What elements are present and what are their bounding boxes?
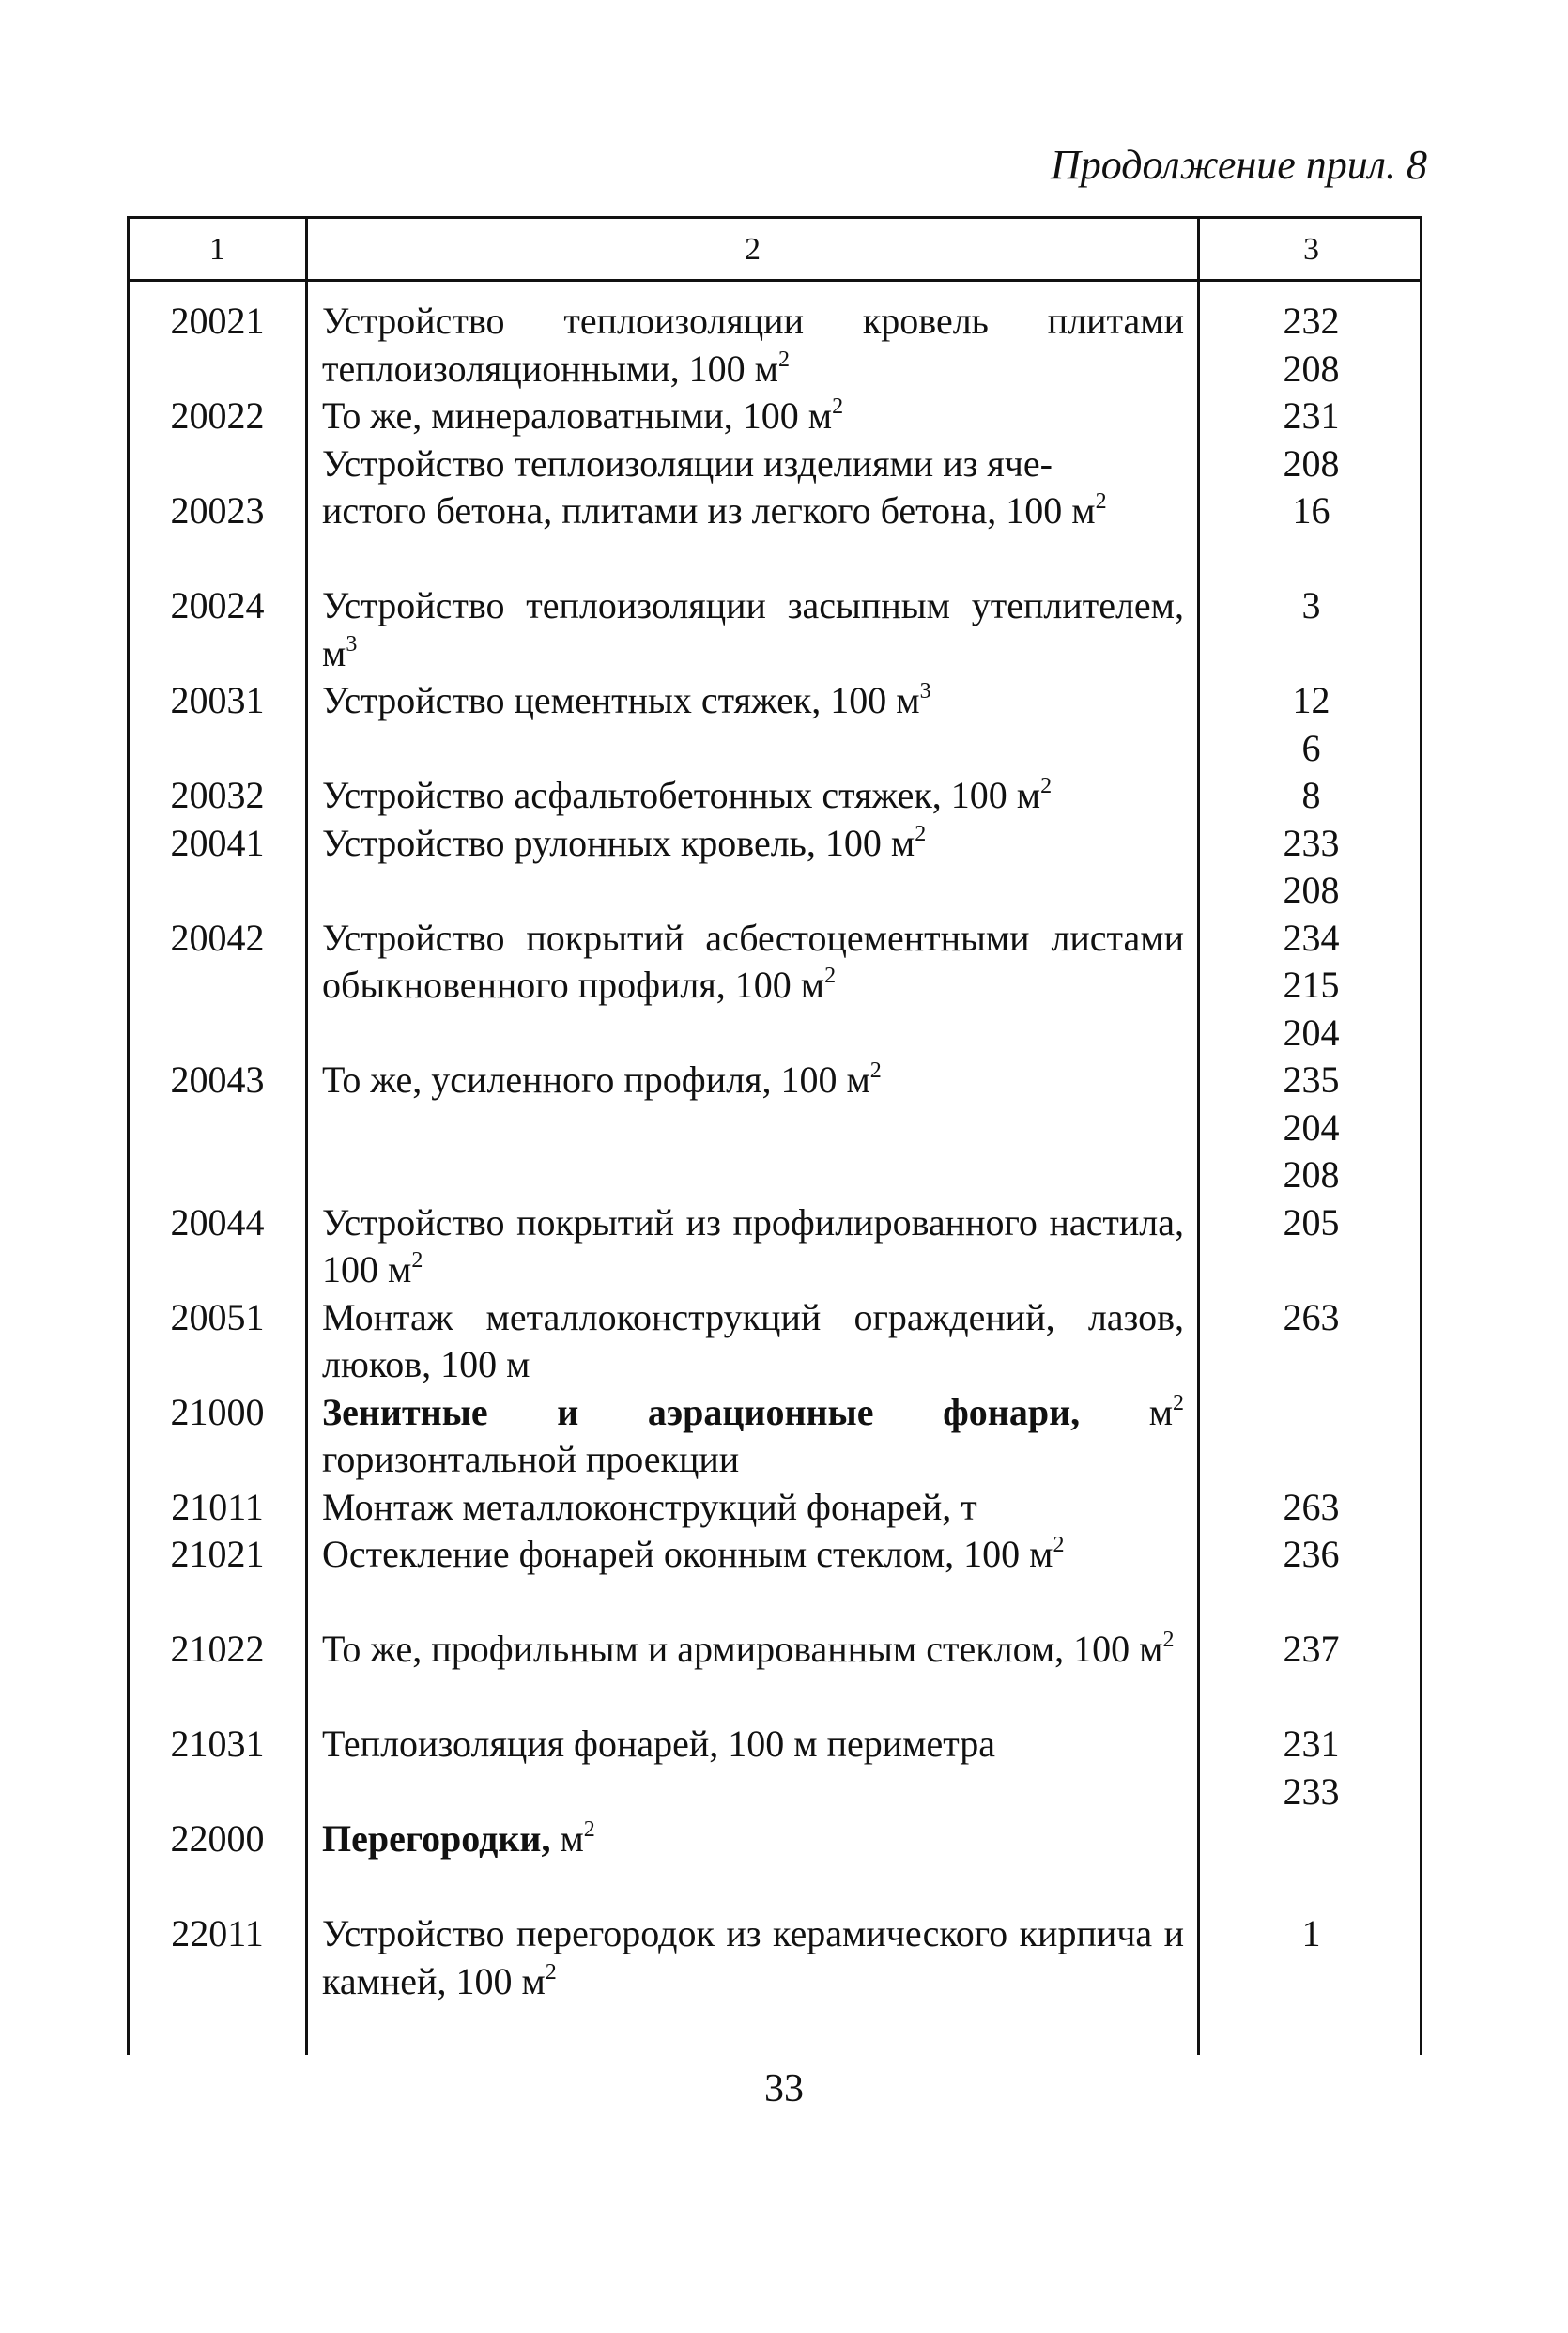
row-references	[1200, 1531, 1422, 1579]
row-references	[1200, 393, 1422, 440]
column-header-2: 2	[745, 232, 761, 267]
row-description	[322, 298, 1184, 393]
row-code: 21011	[171, 1485, 264, 1528]
row-references	[1200, 677, 1422, 772]
table-row	[130, 1199, 1420, 1294]
reference-number: 231	[1283, 1723, 1340, 1765]
reference-number: 208	[1283, 1153, 1340, 1196]
row-description	[322, 772, 1184, 820]
unit-exponent: 2	[832, 394, 844, 419]
table-row	[130, 1815, 1420, 1910]
row-description	[322, 1199, 1184, 1294]
description-text: То же, усиленного профиля, 100 м	[322, 1058, 870, 1101]
description-text: Устройство рулонных кровель, 100 м	[322, 821, 915, 864]
description-text: горизонтальной проекции	[322, 1438, 740, 1480]
table-row	[130, 487, 1420, 582]
row-code: 20024	[170, 584, 265, 626]
description-text: Монтаж металлоконструкций фонарей, т	[322, 1485, 977, 1528]
unit-exponent: 2	[915, 821, 927, 846]
row-description	[322, 820, 1184, 868]
table-row	[130, 1484, 1420, 1532]
row-code: 20031	[170, 679, 265, 721]
table-row	[130, 298, 1420, 393]
reference-number: 208	[1283, 347, 1340, 390]
row-code: 20043	[170, 1058, 265, 1101]
table-row	[130, 1057, 1420, 1199]
table-row	[130, 772, 1420, 820]
row-code: 20041	[170, 821, 265, 864]
reference-number: 232	[1283, 300, 1340, 342]
unit-exponent: 2	[1173, 1390, 1185, 1415]
row-references	[1200, 1910, 1422, 1958]
row-references	[1200, 487, 1422, 535]
table-header	[130, 219, 1420, 282]
row-references	[1200, 915, 1422, 1058]
unit-exponent: 2	[869, 1058, 882, 1083]
description-text: Устройство теплоизоляции кровель плитами теплоизоляционными, 100 м	[322, 300, 1184, 390]
row-code: 21021	[170, 1533, 265, 1575]
table-row	[130, 440, 1420, 488]
row-code: 20032	[170, 774, 265, 816]
section-title: Зенитные и аэрационные фонари,	[322, 1390, 1081, 1433]
unit-exponent: 3	[919, 679, 931, 703]
unit-exponent: 2	[777, 347, 790, 372]
row-references	[1200, 440, 1422, 488]
unit-exponent: 2	[583, 1817, 595, 1842]
table-row	[130, 393, 1420, 440]
table-row	[130, 582, 1420, 677]
continuation-header: Продолжение прил. 8	[1051, 142, 1427, 188]
reference-number: 8	[1301, 774, 1321, 816]
row-description	[322, 1626, 1184, 1674]
row-description	[322, 1057, 1184, 1105]
row-code: 20042	[170, 916, 265, 959]
row-description	[322, 1531, 1184, 1579]
table-row	[130, 1626, 1420, 1721]
row-description	[322, 1484, 1184, 1532]
description-text: Устройство покрытий из профилированного настила, 100 м	[322, 1200, 1184, 1290]
reference-number: 16	[1292, 489, 1330, 532]
table-row	[130, 1910, 1420, 2005]
unit-exponent: 2	[824, 964, 837, 988]
row-code: 20021	[170, 300, 265, 342]
row-description	[322, 1389, 1184, 1484]
row-code: 21031	[170, 1723, 265, 1765]
description-text: Устройство теплоизоляции изделиями из яче-	[322, 441, 1053, 485]
page-number: 33	[764, 2067, 804, 2110]
description-text: То же, профильным и армированным стеклом, 100 м	[322, 1628, 1163, 1670]
reference-number: 204	[1283, 1011, 1340, 1054]
row-description	[322, 915, 1184, 1010]
row-references	[1200, 298, 1422, 393]
row-references	[1200, 1721, 1422, 1815]
description-text: м	[550, 1817, 584, 1860]
row-description	[322, 1815, 1184, 1863]
row-description	[322, 440, 1184, 488]
description-text: Устройство асфальтобетонных стяжек, 100 м	[322, 774, 1041, 816]
reference-number: 208	[1283, 869, 1340, 911]
row-code: 21000	[170, 1390, 265, 1433]
reference-number: 233	[1283, 821, 1340, 864]
reference-number: 208	[1283, 441, 1340, 485]
description-text: Устройство покрытий асбестоцементными листами обыкновенного профиля, 100 м	[322, 916, 1184, 1006]
reference-number: 204	[1283, 1105, 1340, 1149]
section-title: Перегородки,	[322, 1817, 551, 1860]
row-references	[1200, 1294, 1422, 1342]
table-row	[130, 1294, 1420, 1389]
column-header-3: 3	[1303, 232, 1319, 267]
row-code: 21022	[170, 1628, 265, 1670]
row-code: 20022	[170, 394, 265, 437]
description-text: истого бетона, плитами из легкого бетона, 100 м	[322, 489, 1096, 532]
reference-number: 236	[1283, 1533, 1340, 1575]
unit-exponent: 2	[1095, 489, 1107, 514]
table-body	[130, 298, 1420, 2005]
unit-exponent: 2	[411, 1248, 423, 1273]
description-text: Устройство перегородок из керамического кирпича и камней, 100 м	[322, 1912, 1184, 2002]
row-code: 22000	[170, 1817, 265, 1860]
reference-number: 235	[1283, 1058, 1340, 1101]
reference-number: 3	[1301, 584, 1321, 626]
description-text: Теплоизоляция фонарей, 100 м периметра	[322, 1723, 995, 1765]
table-row	[130, 1389, 1420, 1484]
row-references	[1200, 1484, 1422, 1532]
row-code: 20051	[170, 1295, 265, 1338]
reference-number: 6	[1301, 726, 1321, 769]
row-references	[1200, 1057, 1422, 1199]
row-code: 20023	[170, 489, 265, 532]
table-row	[130, 1531, 1420, 1626]
column-header-1: 1	[209, 232, 225, 267]
reference-number: 231	[1283, 394, 1340, 437]
table-row	[130, 1721, 1420, 1815]
reference-number: 237	[1283, 1628, 1340, 1670]
reference-number: 263	[1283, 1485, 1340, 1528]
unit-exponent: 3	[346, 631, 358, 657]
row-description	[322, 677, 1184, 725]
table-row	[130, 677, 1420, 772]
description-text: Устройство цементных стяжек, 100 м	[322, 679, 920, 721]
row-description	[322, 582, 1184, 677]
reference-number: 205	[1283, 1200, 1340, 1244]
reference-number: 12	[1292, 679, 1330, 721]
row-references	[1200, 1199, 1422, 1247]
description-text: То же, минераловатными, 100 м	[322, 394, 833, 437]
table-row	[130, 820, 1420, 915]
description-text: Устройство теплоизоляции засыпным утеплителем, м	[322, 584, 1184, 674]
unit-exponent: 2	[1162, 1628, 1175, 1652]
unit-exponent: 2	[545, 1959, 557, 1985]
row-references	[1200, 582, 1422, 630]
row-references	[1200, 772, 1422, 820]
row-description	[322, 393, 1184, 440]
reference-number: 263	[1283, 1295, 1340, 1338]
norms-table	[127, 216, 1422, 2055]
description-text: Остекление фонарей оконным стеклом, 100 м	[322, 1533, 1053, 1575]
unit-exponent: 2	[1053, 1533, 1065, 1557]
row-description	[322, 1294, 1184, 1389]
reference-number: 215	[1283, 964, 1340, 1006]
description-text: Монтаж металлоконструкций ограждений, лазов, люков, 100 м	[322, 1295, 1184, 1385]
reference-number: 234	[1283, 916, 1340, 959]
reference-number: 233	[1283, 1769, 1340, 1813]
unit-exponent: 2	[1040, 774, 1053, 798]
row-references	[1200, 1626, 1422, 1674]
row-description	[322, 1721, 1184, 1769]
reference-number: 1	[1301, 1912, 1321, 1954]
row-code: 22011	[171, 1912, 264, 1954]
table-row	[130, 915, 1420, 1058]
row-description	[322, 487, 1184, 535]
description-text: м	[1080, 1390, 1174, 1433]
row-description	[322, 1910, 1184, 2005]
row-code: 20044	[170, 1200, 265, 1244]
row-references	[1200, 820, 1422, 915]
